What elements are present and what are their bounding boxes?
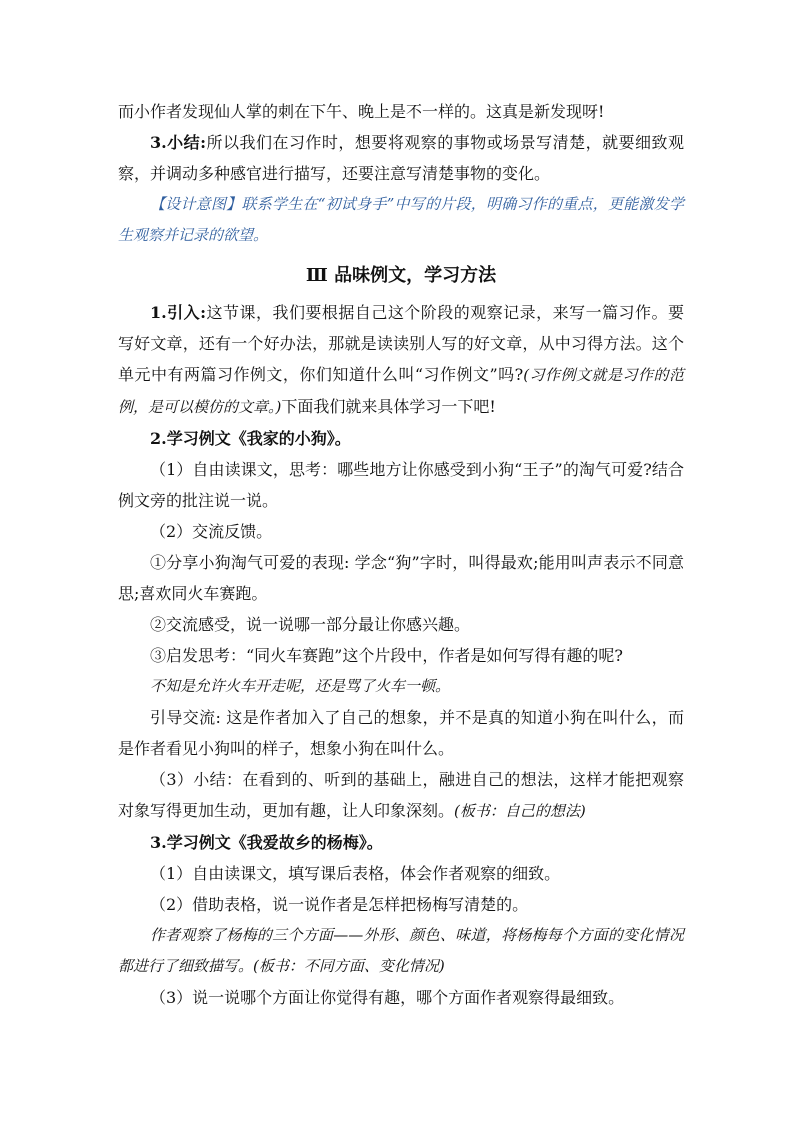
- summary-text: 所以我们在习作时，想要将观察的事物或场景写清楚，就要细致观察，并调动多种感官进行描写，还要注意写清楚事物的变化。: [118, 133, 684, 183]
- intro-paragraph: [118, 297, 684, 423]
- step-2-2: （2）交流反馈。: [150, 522, 273, 541]
- heading-example-dog: 2.学习例文《我家的小狗》。: [150, 429, 351, 448]
- step-2-c: ③启发思考：“同火车赛跑”这个片段中，作者是如何写得有趣的呢?: [150, 646, 623, 665]
- step-2-3-note: (板书：自己的想法): [454, 802, 586, 820]
- design-intent-note: 【设计意图】联系学生在“初试身手”中写的片段，明确习作的重点，更能激发学生观察并记录的欲望。: [118, 195, 684, 244]
- intro-label: 1.引入:: [150, 303, 207, 322]
- intro-text: 这节课，我们要根据自己这个阶段的观察记录，来写一篇习作。要写好文章，还有一个好办法，那就是读读别人写的好文章，从中习得方法。这个单元中有两篇习作例文，你们知道什么叫“习作例文”吗?: [118, 303, 684, 384]
- summary-label: 3.小结:: [150, 133, 207, 152]
- step-2-b: ②交流感受，说一说哪一部分最让你感兴趣。: [150, 615, 471, 634]
- step-3-1: （1）自由读课文，填写课后表格，体会作者观察的细致。: [150, 864, 561, 883]
- step-3-3: （3）说一说哪个方面让你觉得有趣，哪个方面作者观察得最细致。: [150, 988, 625, 1007]
- summary-paragraph: [118, 127, 684, 189]
- section-title: Ⅲ 品味例文，学习方法: [305, 265, 497, 286]
- document-body: [118, 96, 684, 1013]
- step-2-1: （1）自由读课文，思考：哪些地方让你感受到小狗“王子”的淘气可爱?结合例文旁的批注说一说。: [118, 460, 684, 510]
- step-2-guide: 引导交流: 这是作者加入了自己的想象，并不是真的知道小狗在叫什么，而是作者看见小狗叫的样子，想象小狗在叫什么。: [118, 708, 684, 758]
- intro-tail: 下面我们就来具体学习一下吧!: [281, 397, 496, 416]
- heading-example-bayberry: 3.学习例文《我爱故乡的杨梅》。: [150, 833, 383, 852]
- intro-note: (习作例文就是习作的范例，是可以模仿的文章。): [118, 366, 684, 416]
- step-2-3-text: （3）小结：在看到的、听到的基础上，融进自己的想法，这样才能把观察对象写得更加生动，更加有趣，让人印象深刻。: [118, 770, 684, 820]
- step-3-2-note: 作者观察了杨梅的三个方面——外形、颜色、味道，将杨梅每个方面的变化情况都进行了细致描写。(板书：不同方面、变化情况): [118, 926, 684, 975]
- paragraph-continuation: 而小作者发现仙人掌的刺在下午、晚上是不一样的。这真是新发现呀!: [118, 102, 605, 121]
- step-2-a: ①分享小狗淘气可爱的表现: 学念“狗”字时，叫得最欢;能用叫声表示不同意思;喜欢同火车赛跑。: [118, 553, 684, 603]
- step-2-c-note: 不知是允许火车开走呢，还是骂了火车一顿。: [150, 677, 451, 695]
- step-2-3: [118, 764, 684, 827]
- step-3-2: （2）借助表格，说一说作者是怎样把杨梅写清楚的。: [150, 895, 529, 914]
